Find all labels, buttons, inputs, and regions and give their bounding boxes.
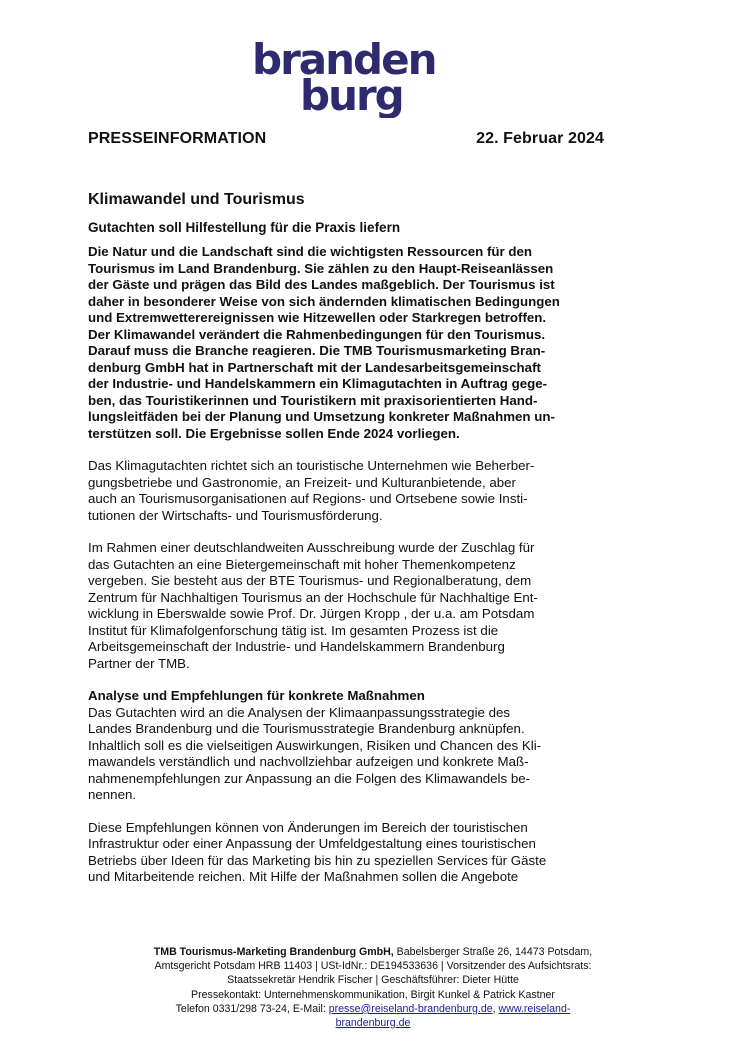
- text-line: Arbeitsgemeinschaft der Industrie- und Handelskammern Brandenburg: [88, 639, 505, 654]
- article-subtitle: Gutachten soll Hilfestellung für die Praxis liefern: [88, 220, 401, 235]
- footer-line-5: [88, 1002, 658, 1016]
- footer-line-3: Staatssekretär Hendrik Fischer | Geschäftsführer: Dieter Hütte: [227, 974, 519, 987]
- press-label: PRESSEINFORMATION: [88, 130, 267, 147]
- lead-line: denburg GmbH hat in Partnerschaft mit der Landesarbeitsgemeinschaft: [88, 359, 541, 375]
- text-line: vergeben. Sie besteht aus der BTE Tourismus- und Regionalberatung, dem: [88, 573, 532, 588]
- email-link[interactable]: presse@reiseland-brandenburg.de: [328, 1002, 493, 1015]
- text-line: Partner der TMB.: [88, 655, 190, 671]
- text-line: Zentrum für Nachhaltigen Tourismus an der Hochschule für Nachhaltige Ent-: [88, 589, 538, 605]
- text-line: tutionen der Wirtschafts- und Tourismusförderung.: [88, 507, 383, 523]
- footer-line-6: [88, 1016, 658, 1030]
- text-line: Infrastruktur oder einer Anpassung der Umfeldgestaltung eines touristischen: [88, 836, 536, 851]
- website-link[interactable]: www.reiseland-: [498, 1002, 571, 1015]
- brandenburg-logo: [240, 28, 450, 118]
- footer-line-4: Pressekontakt: Unternehmenskommunikation, Birgit Kunkel & Patrick Kastner: [191, 988, 555, 1001]
- footer-line-1: [88, 945, 658, 959]
- text-line: Das Gutachten wird an die Analysen der Klimaanpassungsstrategie des: [88, 704, 511, 720]
- text-line: Landes Brandenburg und die Tourismusstrategie Brandenburg anknüpfen.: [88, 721, 525, 736]
- text-line: Institut für Klimafolgenforschung tätig ist. Im gesamten Prozess ist die: [88, 622, 499, 638]
- logo-line-1: branden: [252, 35, 436, 84]
- text-line: mawandels verständlich und nachvollziehbar aufzeigen und konkrete Maß-: [88, 754, 529, 769]
- paragraph-tender: [88, 540, 604, 672]
- paragraph-analysis: [88, 705, 604, 804]
- text-line: auch an Tourismusorganisationen auf Regions- und Ortsebene sowie Insti-: [88, 491, 528, 506]
- text-line: nahmenempfehlungen zur Anpassung an die Folgen des Klimawandels be-: [88, 770, 531, 786]
- lead-line: Der Klimawandel verändert die Rahmenbedingungen für den Tourismus.: [88, 326, 546, 342]
- lead-line: und Extremwetterereignissen wie Hitzewellen oder Starkregen betroffen.: [88, 310, 547, 325]
- text-line: das Gutachten an eine Bietergemeinschaft mit hoher Themenkompetenz: [88, 556, 516, 572]
- logo-line-2: burg: [300, 71, 403, 118]
- website-link-continued[interactable]: brandenburg.de: [335, 1017, 411, 1030]
- article-title: Klimawandel und Tourismus: [88, 191, 305, 208]
- lead-line: terstützen soll. Die Ergebnisse sollen Ende 2024 vorliegen.: [88, 425, 460, 441]
- footer-phone: Telefon 0331/298 73-24, E-Mail:: [175, 1002, 329, 1015]
- paragraph-recommendations: [88, 820, 604, 886]
- text-line: und Mitarbeitende reichen. Mit Hilfe der Maßnahmen sollen die Angebote: [88, 869, 519, 884]
- lead-line: der Gäste und prägen das Bild des Landes maßgeblich. Der Tourismus ist: [88, 277, 555, 292]
- press-header: [88, 130, 604, 148]
- text-line: Das Klimagutachten richtet sich an touristische Unternehmen wie Beherber-: [88, 458, 535, 473]
- lead-line: Die Natur und die Landschaft sind die wichtigsten Ressourcen für den: [88, 244, 533, 259]
- footer-separator: ,: [492, 1002, 499, 1015]
- text-line: Betriebs über Ideen für das Marketing bis hin zu speziellen Services für Gäste: [88, 852, 547, 868]
- section-heading: Analyse und Empfehlungen für konkrete Maßnahmen: [88, 688, 425, 703]
- footer-address: Babelsberger Straße 26, 14473 Potsdam,: [393, 946, 593, 958]
- page-footer: [88, 945, 658, 1030]
- lead-line: lungsleitfäden bei der Planung und Umsetzung konkreter Maßnahmen un-: [88, 409, 555, 424]
- article-body: [88, 191, 604, 886]
- lead-line: daher in besonderer Weise von sich ändernden klimatischen Bedingungen: [88, 293, 560, 309]
- text-line: nennen.: [88, 787, 137, 802]
- lead-line: der Industrie- und Handelskammern ein Klimagutachten in Auftrag gege-: [88, 376, 548, 391]
- lead-line: Darauf muss die Branche reagieren. Die TMB Tourismusmarketing Bran-: [88, 343, 546, 358]
- lead-paragraph: [88, 244, 604, 442]
- paragraph-target-audience: [88, 458, 604, 524]
- press-date: 22. Februar 2024: [476, 130, 604, 147]
- text-line: Im Rahmen einer deutschlandweiten Ausschreibung wurde der Zuschlag für: [88, 540, 535, 555]
- text-line: wicklung in Eberswalde sowie Prof. Dr. Jürgen Kropp , der u.a. am Potsdam: [88, 606, 535, 621]
- text-line: Diese Empfehlungen können von Änderungen im Bereich der touristischen: [88, 819, 528, 835]
- text-line: Inhaltlich soll es die vielseitigen Auswirkungen, Risiken und Chancen des Kli-: [88, 737, 542, 753]
- footer-company: TMB Tourismus-Marketing Brandenburg GmbH,: [153, 946, 394, 958]
- lead-line: Tourismus im Land Brandenburg. Sie zählen zu den Haupt-Reiseanlässen: [88, 260, 554, 276]
- brandenburg-logo-graphic: [240, 28, 450, 118]
- footer-line-2: Amtsgericht Potsdam HRB 11403 | USt-IdNr.: DE194533636 | Vorsitzender des Aufsichtsrats:: [154, 960, 592, 973]
- text-line: gungsbetriebe und Gastronomie, an Freizeit- und Kulturanbietende, aber: [88, 474, 516, 490]
- lead-line: ben, das Touristikerinnen und Touristikern mit praxisorientierten Hand-: [88, 392, 538, 408]
